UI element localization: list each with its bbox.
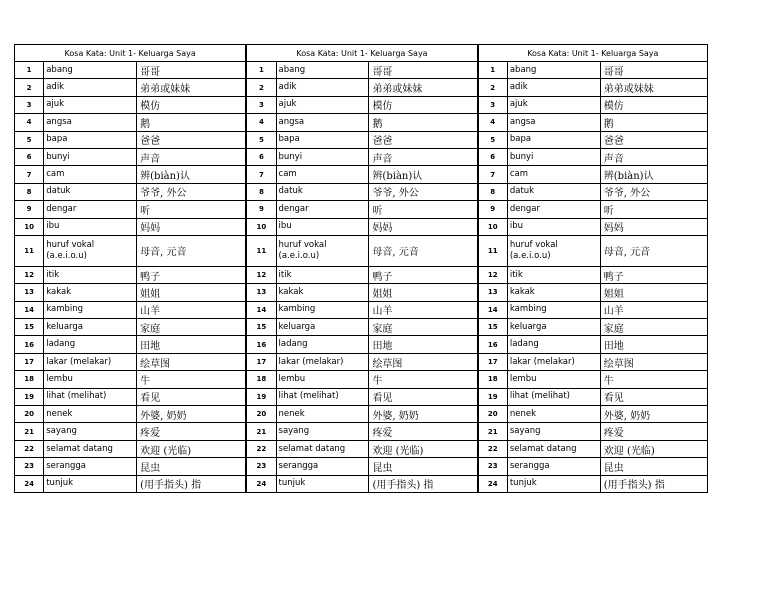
malay-word: lakar (melakar) [44,353,137,370]
chinese-meaning: (用手指头) 指 [600,475,707,492]
chinese-meaning: 昆虫 [369,458,477,475]
row-number: 3 [478,96,507,113]
row-number: 17 [247,353,276,370]
row-number: 6 [478,148,507,165]
row-number: 10 [247,218,276,235]
row-number: 10 [478,218,507,235]
table-row [247,371,477,388]
malay-word: bapa [44,131,137,148]
table-row [247,336,477,353]
row-number: 6 [15,148,44,165]
malay-word: cam [276,166,369,183]
row-number: 1 [15,62,44,79]
row-number: 7 [15,166,44,183]
table-row [247,131,477,148]
vocab-table-2 [246,44,477,493]
malay-word: adik [44,79,137,96]
table-body [247,62,477,493]
chinese-meaning: 疼爱 [369,423,477,440]
row-number: 23 [15,458,44,475]
table-row [478,266,707,283]
row-number: 3 [247,96,276,113]
chinese-meaning: 田地 [600,336,707,353]
malay-word: adik [276,79,369,96]
table-row [478,148,707,165]
chinese-meaning: 昆虫 [137,458,246,475]
chinese-meaning: 看见 [600,388,707,405]
row-number: 8 [478,183,507,200]
malay-word: lihat (melihat) [507,388,600,405]
table-row [15,301,246,318]
chinese-meaning: 爸爸 [600,131,707,148]
row-number: 21 [478,423,507,440]
chinese-meaning: 牛 [600,371,707,388]
row-number: 24 [247,475,276,492]
row-number: 5 [15,131,44,148]
table-row [15,319,246,336]
chinese-meaning: 绘草图 [600,353,707,370]
chinese-meaning: 模仿 [369,96,477,113]
row-number: 13 [478,284,507,301]
malay-word: ibu [507,218,600,235]
chinese-meaning: 鸭子 [137,266,246,283]
malay-word: datuk [276,183,369,200]
malay-word: ajuk [44,96,137,113]
chinese-meaning: 母音, 元音 [137,235,246,266]
table-row [478,96,707,113]
malay-word: cam [507,166,600,183]
chinese-meaning: 牛 [137,371,246,388]
row-number: 24 [478,475,507,492]
chinese-meaning: 听 [600,201,707,218]
table-row [15,458,246,475]
table-row [15,96,246,113]
chinese-meaning: 声音 [600,148,707,165]
table-title: Kosa Kata: Unit 1- Keluarga Saya [15,45,246,62]
row-number: 18 [15,371,44,388]
malay-word: tunjuk [507,475,600,492]
chinese-meaning: 鸭子 [600,266,707,283]
chinese-meaning: 鹅 [137,114,246,131]
chinese-meaning: 家庭 [369,319,477,336]
table-row [478,166,707,183]
row-number: 2 [478,79,507,96]
row-number: 16 [478,336,507,353]
malay-word: lakar (melakar) [276,353,369,370]
row-number: 14 [15,301,44,318]
chinese-meaning: 爸爸 [137,131,246,148]
malay-word: angsa [276,114,369,131]
row-number: 7 [478,166,507,183]
row-number: 5 [478,131,507,148]
malay-word: kakak [507,284,600,301]
table-row [15,201,246,218]
malay-word: bapa [507,131,600,148]
row-number: 6 [247,148,276,165]
table-row [478,301,707,318]
table-row [247,406,477,423]
table-row [247,266,477,283]
row-number: 3 [15,96,44,113]
chinese-meaning: 鹅 [600,114,707,131]
chinese-meaning: 外婆, 奶奶 [369,406,477,423]
row-number: 11 [15,235,44,266]
vocab-table-3 [478,44,708,493]
table-row [478,423,707,440]
malay-word: dengar [276,201,369,218]
malay-word: abang [44,62,137,79]
row-number: 22 [15,440,44,457]
row-number: 1 [247,62,276,79]
row-number: 15 [15,319,44,336]
table-row [478,183,707,200]
table-row [247,62,477,79]
table-row [247,235,477,266]
row-number: 7 [247,166,276,183]
table-row [15,440,246,457]
row-number: 13 [15,284,44,301]
vocab-table-1 [14,44,246,493]
table-row [15,371,246,388]
chinese-meaning: 外婆, 奶奶 [137,406,246,423]
row-number: 18 [247,371,276,388]
table-row [247,440,477,457]
table-row [15,235,246,266]
chinese-meaning: 爸爸 [369,131,477,148]
table-row [247,79,477,96]
malay-word: bunyi [507,148,600,165]
row-number: 16 [15,336,44,353]
table-row [478,218,707,235]
chinese-meaning: 听 [369,201,477,218]
table-row [247,114,477,131]
chinese-meaning: 欢迎 (光临) [600,440,707,457]
row-number: 1 [478,62,507,79]
row-number: 9 [247,201,276,218]
vocabulary-sheet [14,44,708,493]
row-number: 14 [247,301,276,318]
table-row [15,475,246,492]
malay-word: bunyi [276,148,369,165]
table-row [15,183,246,200]
chinese-meaning: 爷爷, 外公 [369,183,477,200]
row-number: 8 [15,183,44,200]
table-body [15,62,246,493]
malay-word: selamat datang [507,440,600,457]
malay-word: sayang [507,423,600,440]
row-number: 24 [15,475,44,492]
row-number: 21 [15,423,44,440]
row-number: 19 [478,388,507,405]
malay-word: ladang [44,336,137,353]
chinese-meaning: 山羊 [137,301,246,318]
malay-word: ibu [44,218,137,235]
malay-word: huruf vokal (a.e.i.o.u) [44,235,137,266]
table-row [478,458,707,475]
row-number: 18 [478,371,507,388]
malay-word: lembu [44,371,137,388]
chinese-meaning: 听 [137,201,246,218]
malay-word: adik [507,79,600,96]
table-row [15,79,246,96]
row-number: 21 [247,423,276,440]
malay-word: lembu [507,371,600,388]
malay-word: tunjuk [44,475,137,492]
row-number: 4 [478,114,507,131]
chinese-meaning: 哥哥 [369,62,477,79]
chinese-meaning: 妈妈 [600,218,707,235]
row-number: 10 [15,218,44,235]
malay-word: sayang [276,423,369,440]
chinese-meaning: 弟弟或妹妹 [137,79,246,96]
row-number: 12 [15,266,44,283]
row-number: 23 [478,458,507,475]
row-number: 2 [15,79,44,96]
malay-word: serangga [276,458,369,475]
row-number: 12 [247,266,276,283]
table-body [478,62,707,493]
row-number: 16 [247,336,276,353]
chinese-meaning: 欢迎 (光临) [137,440,246,457]
chinese-meaning: 模仿 [600,96,707,113]
chinese-meaning: 疼爱 [137,423,246,440]
malay-word: ladang [507,336,600,353]
table-row [478,131,707,148]
chinese-meaning: 哥哥 [600,62,707,79]
malay-word: cam [44,166,137,183]
table-row [247,423,477,440]
chinese-meaning: (用手指头) 指 [137,475,246,492]
malay-word: dengar [507,201,600,218]
malay-word: selamat datang [276,440,369,457]
malay-word: dengar [44,201,137,218]
table-row [247,218,477,235]
malay-word: itik [44,266,137,283]
row-number: 19 [15,388,44,405]
table-row [478,371,707,388]
row-number: 4 [247,114,276,131]
row-number: 19 [247,388,276,405]
table-row [15,62,246,79]
malay-word: keluarga [507,319,600,336]
malay-word: ajuk [507,96,600,113]
malay-word: kambing [507,301,600,318]
table-row [15,218,246,235]
malay-word: datuk [44,183,137,200]
table-title: Kosa Kata: Unit 1- Keluarga Saya [478,45,707,62]
chinese-meaning: 弟弟或妹妹 [600,79,707,96]
row-number: 11 [478,235,507,266]
malay-word: ajuk [276,96,369,113]
table-row [478,336,707,353]
chinese-meaning: (用手指头) 指 [369,475,477,492]
chinese-meaning: 外婆, 奶奶 [600,406,707,423]
table-row [15,336,246,353]
table-row [478,440,707,457]
chinese-meaning: 爷爷, 外公 [137,183,246,200]
chinese-meaning: 疼爱 [600,423,707,440]
table-row [247,96,477,113]
chinese-meaning: 昆虫 [600,458,707,475]
row-number: 14 [478,301,507,318]
table-row [247,183,477,200]
malay-word: huruf vokal (a.e.i.o.u) [276,235,369,266]
malay-word: kakak [276,284,369,301]
malay-word: nenek [507,406,600,423]
malay-word: abang [276,62,369,79]
malay-word: huruf vokal (a.e.i.o.u) [507,235,600,266]
chinese-meaning: 田地 [137,336,246,353]
malay-word: itik [276,266,369,283]
chinese-meaning: 鸭子 [369,266,477,283]
table-row [15,148,246,165]
chinese-meaning: 妈妈 [369,218,477,235]
table-row [478,353,707,370]
row-number: 17 [15,353,44,370]
table-row [478,79,707,96]
chinese-meaning: 声音 [137,148,246,165]
table-row [478,201,707,218]
row-number: 22 [478,440,507,457]
table-row [15,166,246,183]
row-number: 9 [15,201,44,218]
malay-word: kambing [44,301,137,318]
malay-word: datuk [507,183,600,200]
row-number: 20 [15,406,44,423]
row-number: 15 [478,319,507,336]
chinese-meaning: 绘草图 [137,353,246,370]
chinese-meaning: 模仿 [137,96,246,113]
malay-word: tunjuk [276,475,369,492]
table-row [478,475,707,492]
table-row [247,388,477,405]
row-number: 8 [247,183,276,200]
table-row [478,62,707,79]
malay-word: serangga [44,458,137,475]
row-number: 20 [247,406,276,423]
chinese-meaning: 弟弟或妹妹 [369,79,477,96]
table-row [15,284,246,301]
row-number: 22 [247,440,276,457]
table-row [15,388,246,405]
malay-word: kakak [44,284,137,301]
table-row [478,319,707,336]
chinese-meaning: 牛 [369,371,477,388]
malay-word: lakar (melakar) [507,353,600,370]
malay-word: sayang [44,423,137,440]
table-row [247,319,477,336]
table-row [15,266,246,283]
table-row [247,353,477,370]
malay-word: lihat (melihat) [276,388,369,405]
malay-word: serangga [507,458,600,475]
chinese-meaning: 母音, 元音 [600,235,707,266]
chinese-meaning: 爷爷, 外公 [600,183,707,200]
table-row [478,406,707,423]
table-row [478,388,707,405]
chinese-meaning: 家庭 [600,319,707,336]
malay-word: angsa [507,114,600,131]
chinese-meaning: 山羊 [369,301,477,318]
table-row [247,148,477,165]
row-number: 12 [478,266,507,283]
malay-word: abang [507,62,600,79]
row-number: 2 [247,79,276,96]
row-number: 23 [247,458,276,475]
chinese-meaning: 母音, 元音 [369,235,477,266]
chinese-meaning: 姐姐 [137,284,246,301]
chinese-meaning: 田地 [369,336,477,353]
malay-word: angsa [44,114,137,131]
table-row [247,201,477,218]
malay-word: ibu [276,218,369,235]
malay-word: lembu [276,371,369,388]
chinese-meaning: 辨(biàn)认 [600,166,707,183]
malay-word: keluarga [276,319,369,336]
chinese-meaning: 妈妈 [137,218,246,235]
chinese-meaning: 鹅 [369,114,477,131]
chinese-meaning: 辨(biàn)认 [369,166,477,183]
chinese-meaning: 姐姐 [369,284,477,301]
table-row [15,423,246,440]
malay-word: nenek [276,406,369,423]
chinese-meaning: 声音 [369,148,477,165]
chinese-meaning: 山羊 [600,301,707,318]
row-number: 4 [15,114,44,131]
chinese-meaning: 欢迎 (光临) [369,440,477,457]
row-number: 15 [247,319,276,336]
chinese-meaning: 哥哥 [137,62,246,79]
table-row [478,235,707,266]
malay-word: selamat datang [44,440,137,457]
table-row [247,458,477,475]
table-row [247,301,477,318]
row-number: 17 [478,353,507,370]
chinese-meaning: 看见 [369,388,477,405]
malay-word: kambing [276,301,369,318]
malay-word: itik [507,266,600,283]
table-row [15,353,246,370]
table-row [247,166,477,183]
chinese-meaning: 辨(biàn)认 [137,166,246,183]
table-row [478,284,707,301]
table-title: Kosa Kata: Unit 1- Keluarga Saya [247,45,477,62]
table-row [247,284,477,301]
malay-word: keluarga [44,319,137,336]
chinese-meaning: 家庭 [137,319,246,336]
table-row [247,475,477,492]
row-number: 11 [247,235,276,266]
malay-word: bunyi [44,148,137,165]
malay-word: bapa [276,131,369,148]
table-row [15,114,246,131]
table-row [478,114,707,131]
row-number: 5 [247,131,276,148]
chinese-meaning: 姐姐 [600,284,707,301]
malay-word: nenek [44,406,137,423]
row-number: 20 [478,406,507,423]
table-row [15,406,246,423]
table-row [15,131,246,148]
row-number: 9 [478,201,507,218]
chinese-meaning: 绘草图 [369,353,477,370]
chinese-meaning: 看见 [137,388,246,405]
row-number: 13 [247,284,276,301]
malay-word: lihat (melihat) [44,388,137,405]
malay-word: ladang [276,336,369,353]
